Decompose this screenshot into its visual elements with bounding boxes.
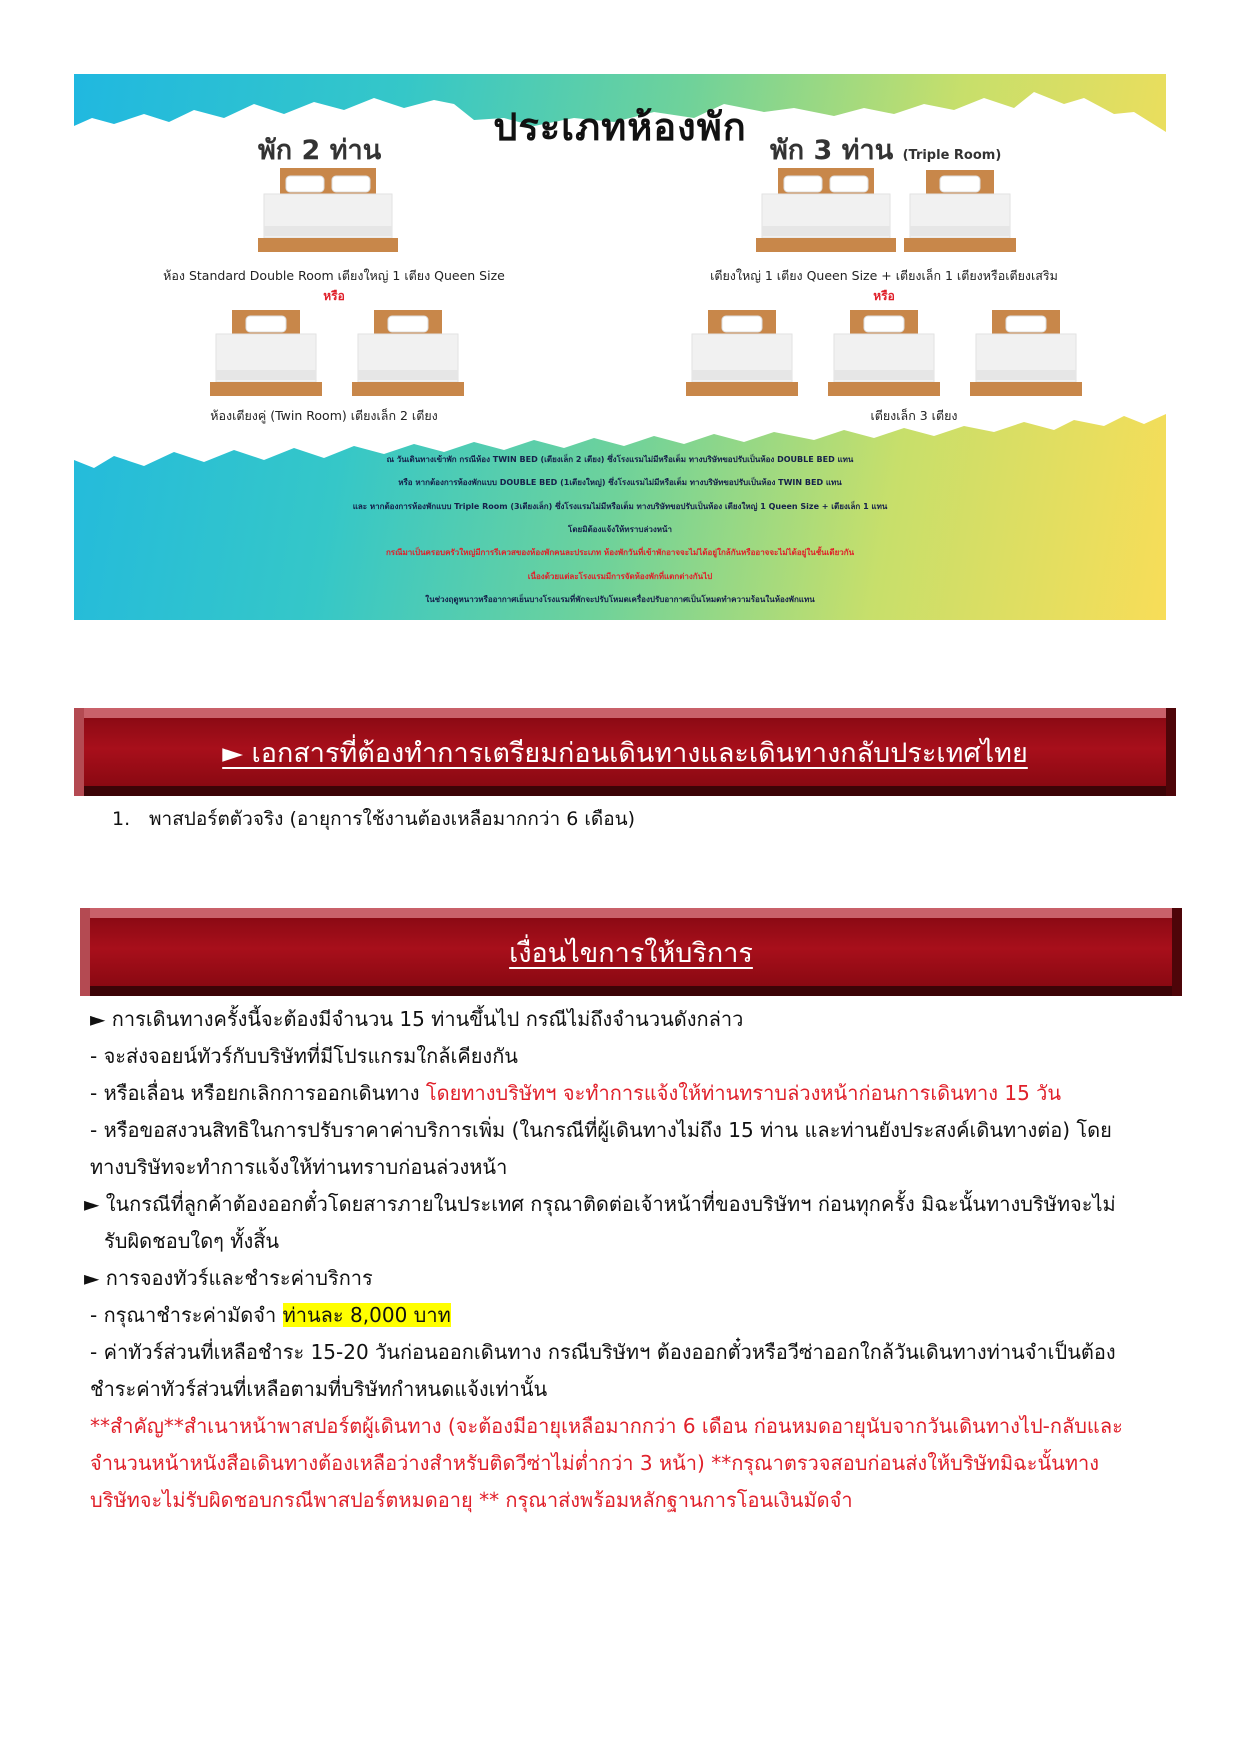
right-column-title xyxy=(770,128,1001,171)
documents-item-text: พาสปอร์ตตัวจริง (อายุการใช้งานต้องเหลือมากกว่า 6 เดือน) xyxy=(149,808,636,830)
banner-red-notice-1: กรณีมาเป็นครอบครัวใหญ่มีการรีเควสของห้องพักคนละประเภท ห้องพักวันที่เข้าพักอาจจะไม่ได้อยู่ใกล้กันหรืออาจจะไม่ได้อยู่ในชั้นเดียวกัน xyxy=(385,548,855,557)
condition-line: - ค่าทัวร์ส่วนที่เหลือชำระ 15-20 วันก่อนออกเดินทาง กรณีบริษัทฯ ต้องออกตั๋วหรือวีซ่าออกใกล้วันเดินทางท่านจำเป็นต้อง xyxy=(90,1340,1116,1364)
banner-notice-3: และ หากต้องการห้องพักแบบ Triple Room (3เตียงเล็ก) ซึ่งโรงแรมไม่มีหรือเต็ม ทางบริษัทขอปรับเป็นห้อง เตียงใหญ่ 1 Queen Size + เตียงเล็ก 1 แทน xyxy=(352,502,888,511)
condition-line: ► การเดินทางครั้งนี้จะต้องมีจำนวน 15 ท่านขึ้นไป กรณีไม่ถึงจำนวนดังกล่าว xyxy=(90,1007,744,1031)
left-or-label: หรือ xyxy=(323,289,345,303)
documents-section-header xyxy=(74,708,1176,796)
condition-text: - กรุณาชำระค่ามัดจำ xyxy=(90,1303,283,1327)
condition-line: ► การจองทัวร์และชำระค่าบริการ xyxy=(84,1266,373,1290)
important-line: บริษัทจะไม่รับผิดชอบกรณีพาสปอร์ตหมดอายุ ** กรุณาส่งพร้อมหลักฐานการโอนเงินมัดจำ xyxy=(90,1488,853,1512)
right-title-sub: (Triple Room) xyxy=(902,148,1002,163)
conditions-header-text: เงื่อนไขการให้บริการ xyxy=(509,937,753,969)
right-title-main: พัก 3 ท่าน xyxy=(770,135,894,166)
room-types-banner xyxy=(74,74,1166,620)
double-bed-icon xyxy=(756,168,896,254)
important-line: จำนวนหน้าหนังสือเดินทางต้องเหลือว่างสำหรับติดวีซ่าไม่ต่ำกว่า 3 หน้า) **กรุณาตรวจสอบก่อนส่งให้บริษัทมิฉะนั้นทาง xyxy=(90,1451,1100,1475)
condition-line: รับผิดชอบใดๆ ทั้งสิ้น xyxy=(104,1229,280,1253)
left-column-title: พัก 2 ท่าน xyxy=(258,135,382,166)
right-caption-bottom: เตียงเล็ก 3 เตียง xyxy=(870,408,958,423)
documents-header-text: ► เอกสารที่ต้องทำการเตรียมก่อนเดินทางและเดินทางกลับประเทศไทย xyxy=(222,737,1028,769)
left-caption-bottom: ห้องเตียงคู่ (Twin Room) เตียงเล็ก 2 เตียง xyxy=(210,408,438,423)
banner-red-notice-2: เนื่องด้วยแต่ละโรงแรมมีการจัดห้องพักที่แตกต่างกันไป xyxy=(527,572,713,581)
condition-line: ► ในกรณีที่ลูกค้าต้องออกตั๋วโดยสารภายในประเทศ กรุณาติดต่อเจ้าหน้าที่ของบริษัทฯ ก่อนทุกครั้ง มิฉะนั้นทางบริษัทจะไม่ xyxy=(84,1192,1116,1216)
documents-item-number: 1. xyxy=(112,808,131,830)
single-bed-icon xyxy=(828,310,940,398)
single-bed-icon xyxy=(904,170,1016,254)
left-caption-top: ห้อง Standard Double Room เตียงใหญ่ 1 เตียง Queen Size xyxy=(163,268,505,283)
condition-line xyxy=(90,1080,1061,1106)
condition-red-text: โดยทางบริษัทฯ จะทำการแจ้งให้ท่านทราบล่วงหน้าก่อนการเดินทาง 15 วัน xyxy=(425,1081,1062,1105)
condition-line: - จะส่งจอยน์ทัวร์กับบริษัทที่มีโปรแกรมใกล้เคียงกัน xyxy=(90,1044,518,1068)
condition-line: ทางบริษัทจะทำการแจ้งให้ท่านทราบก่อนล่วงหน้า xyxy=(90,1155,508,1179)
conditions-section-header xyxy=(80,908,1182,996)
right-caption-top: เตียงใหญ่ 1 เตียง Queen Size + เตียงเล็ก 1 เตียงหรือเตียงเสริม xyxy=(710,268,1058,283)
banner-title: ประเภทห้องพัก xyxy=(493,105,747,149)
condition-text: - หรือเลื่อน หรือยกเลิกการออกเดินทาง xyxy=(90,1081,426,1105)
condition-line: - หรือขอสงวนสิทธิในการปรับราคาค่าบริการเพิ่ม (ในกรณีที่ผู้เดินทางไม่ถึง 15 ท่าน และท่านยังประสงค์เดินทางต่อ) โดย xyxy=(90,1118,1112,1142)
deposit-highlight: ท่านละ 8,000 บาท xyxy=(282,1303,451,1327)
important-line: **สำคัญ**สำเนาหน้าพาสปอร์ตผู้เดินทาง (จะต้องมีอายุเหลือมากกว่า 6 เดือน ก่อนหมดอายุนับจากวันเดินทางไป-กลับและ xyxy=(90,1414,1123,1438)
single-bed-icon xyxy=(210,310,322,398)
condition-line: ชำระค่าทัวร์ส่วนที่เหลือตามที่บริษัทกำหนดแจ้งเท่านั้น xyxy=(90,1377,548,1401)
banner-notice-2: หรือ หากต้องการห้องพักแบบ DOUBLE BED (1เตียงใหญ่) ซึ่งโรงแรมไม่มีหรือเต็ม ทางบริษัทขอปรับเป็นห้อง TWIN BED แทน xyxy=(398,478,842,487)
condition-line xyxy=(90,1302,451,1328)
banner-notice-4: โดยมิต้องแจ้งให้ทราบล่วงหน้า xyxy=(568,525,672,534)
banner-notice-1: ณ วันเดินทางเข้าพัก กรณีห้อง TWIN BED (เตียงเล็ก 2 เตียง) ซึ่งโรงแรมไม่มีหรือเต็ม ทางบริษัทขอปรับเป็นห้อง DOUBLE BED แทน xyxy=(386,455,854,464)
single-bed-icon xyxy=(970,310,1082,398)
double-bed-icon xyxy=(258,168,398,254)
banner-last-notice: ในช่วงฤดูหนาวหรืออากาศเย็นบางโรงแรมที่พักจะปรับโหมดเครื่องปรับอากาศเป็นโหมดทำความร้อนในห้องพักแทน xyxy=(425,595,815,604)
single-bed-icon xyxy=(686,310,798,398)
right-or-label: หรือ xyxy=(873,289,895,303)
single-bed-icon xyxy=(352,310,464,398)
